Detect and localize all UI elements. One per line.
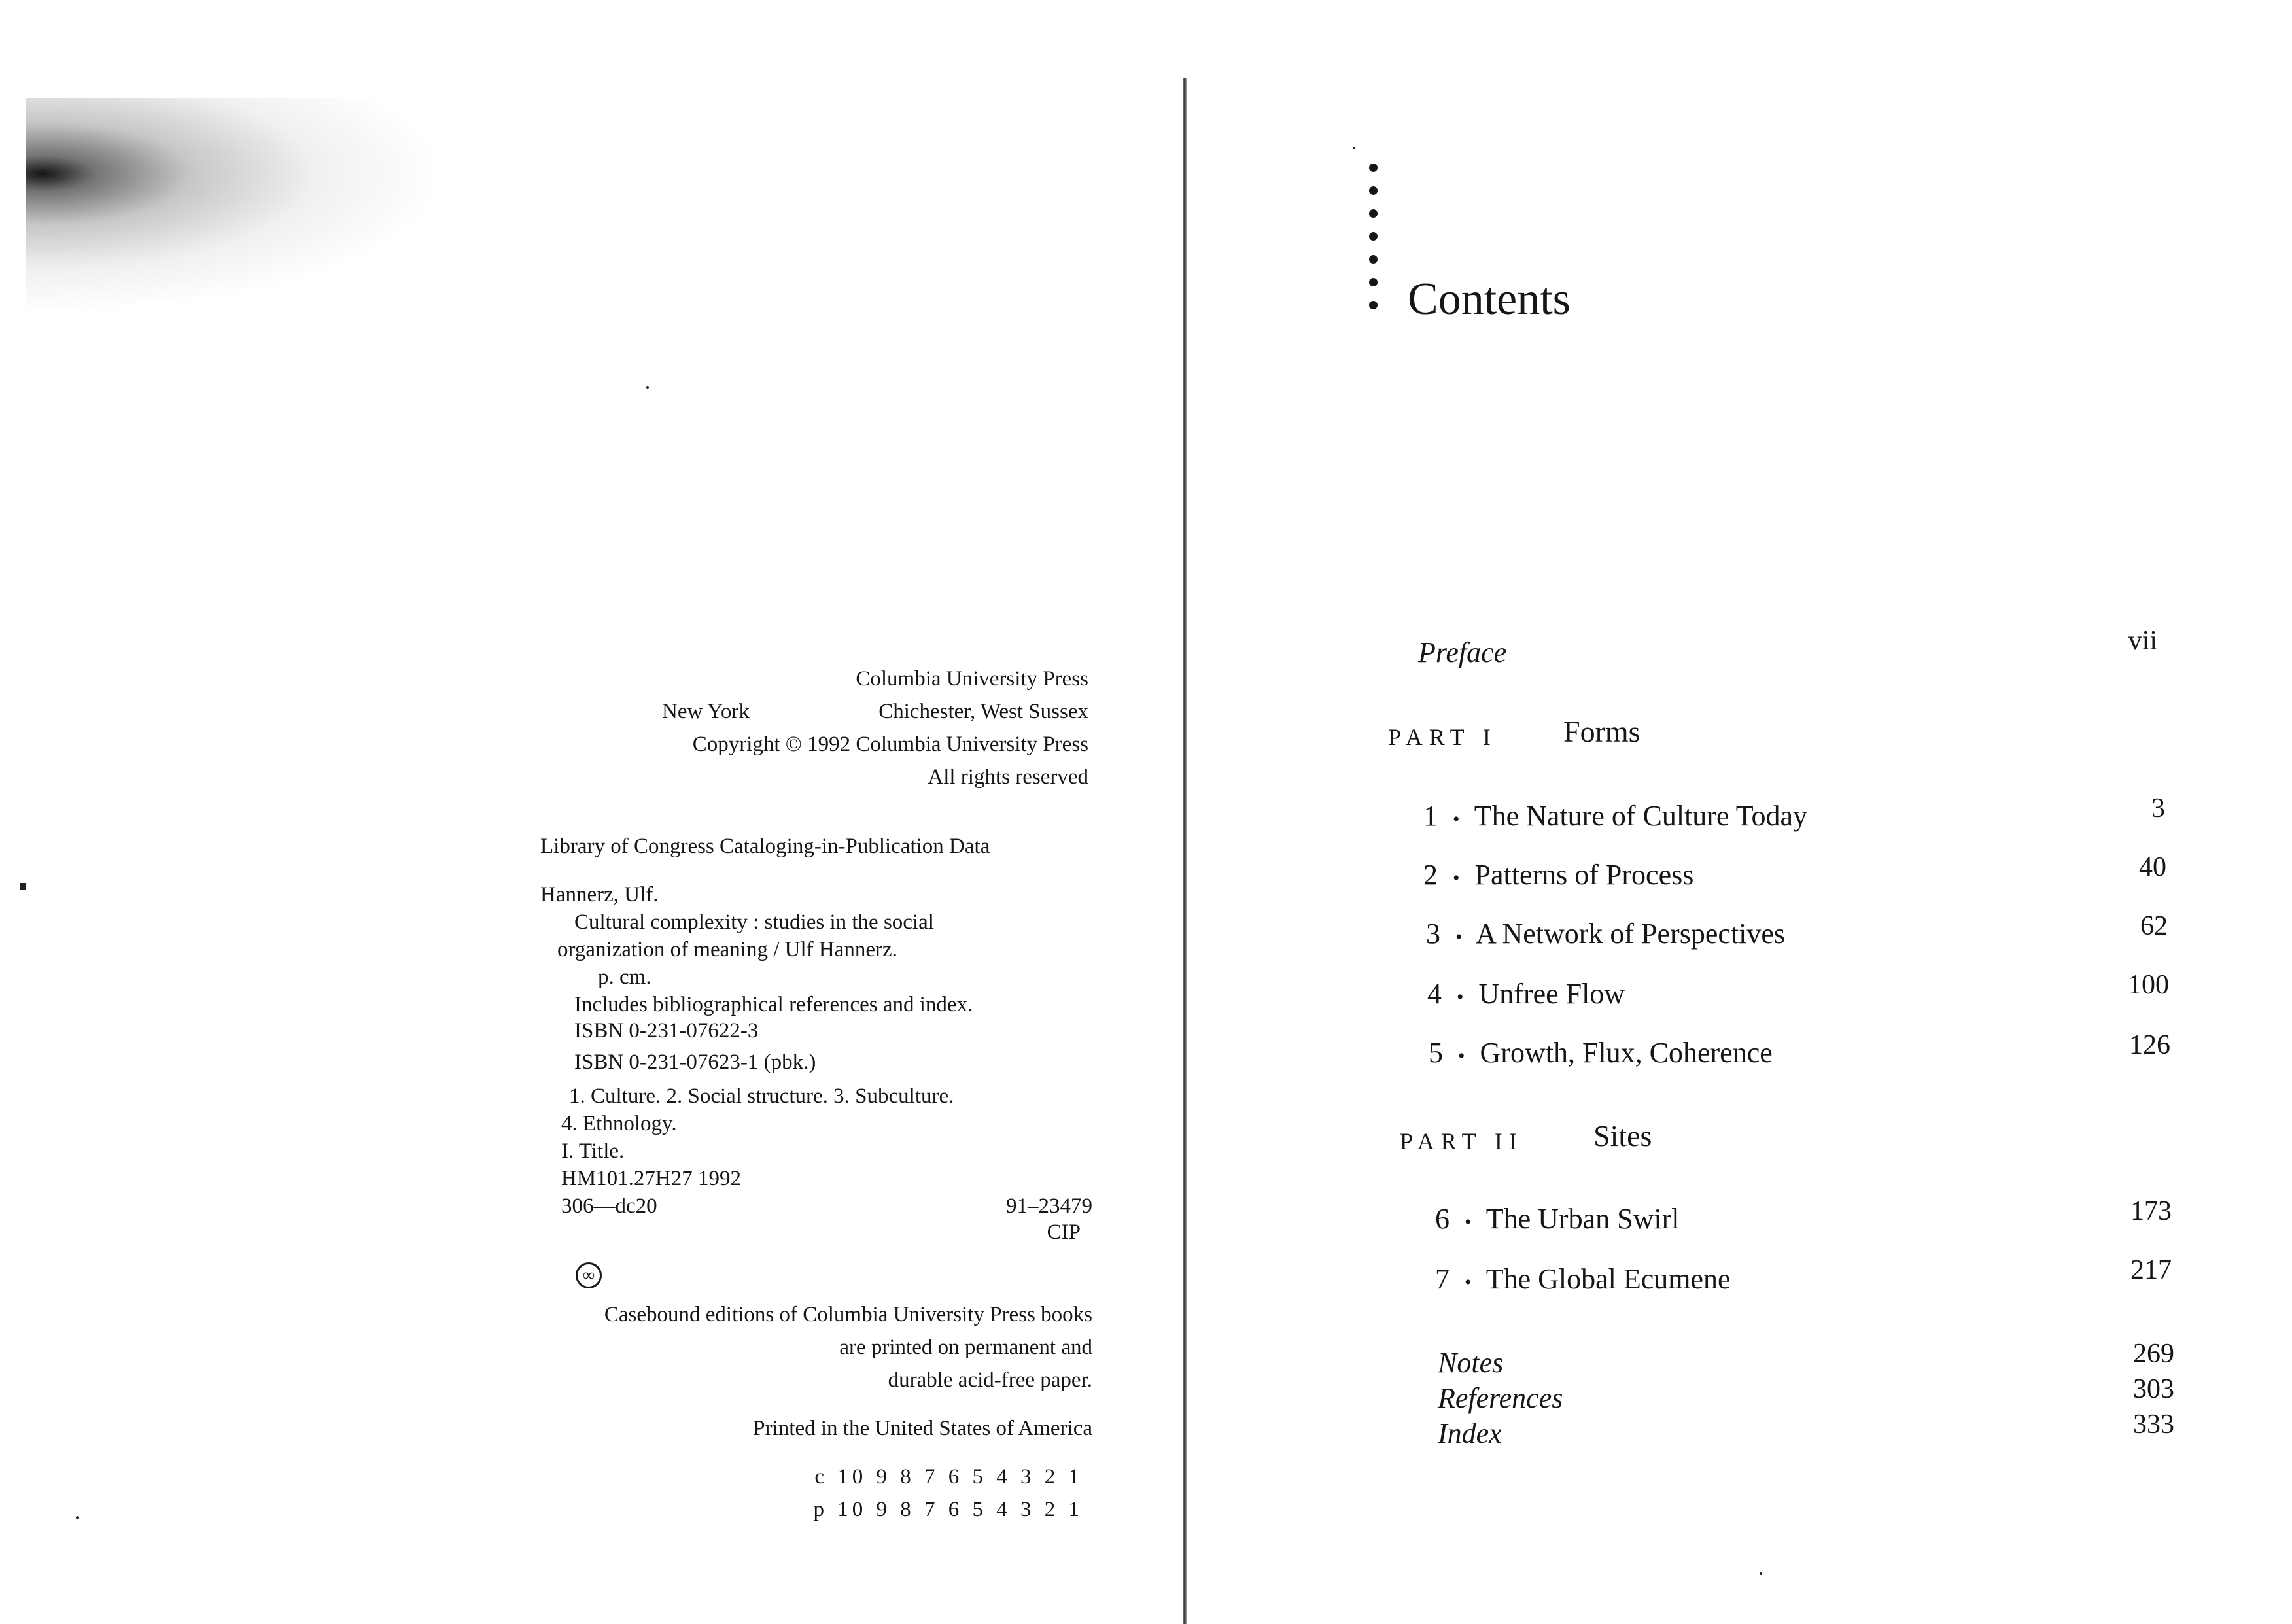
toc-chapter-1	[1423, 799, 1807, 833]
toc-chapter-title: Growth, Flux, Coherence	[1480, 1037, 1773, 1069]
acid-free-paper-icon: ∞	[576, 1262, 602, 1288]
paper-statement-line-3: durable acid-free paper.	[888, 1368, 1092, 1392]
print-line-casebound: c 10 9 8 7 6 5 4 3 2 1	[814, 1465, 1083, 1489]
cip-lccn: 91–23479	[1006, 1194, 1092, 1218]
toc-chapter-3-page: 62	[2140, 911, 2168, 941]
toc-chapter-title: A Network of Perspectives	[1476, 918, 1785, 950]
toc-chapter-title: Unfree Flow	[1478, 978, 1625, 1010]
cip-author: Hannerz, Ulf.	[540, 883, 659, 907]
toc-chapter-number: 7	[1435, 1263, 1450, 1295]
cip-title-line-1: Cultural complexity : studies in the social	[574, 910, 934, 934]
cip-subjects-line-3: I. Title.	[561, 1139, 625, 1163]
toc-chapter-title: Patterns of Process	[1474, 859, 1694, 891]
cip-isbn-1: ISBN 0-231-07622-3	[574, 1019, 759, 1043]
toc-chapter-2	[1423, 858, 1693, 891]
toc-chapter-3	[1426, 917, 1785, 950]
toc-chapter-2-page: 40	[2139, 852, 2166, 882]
rights-line: All rights reserved	[928, 765, 1088, 789]
bullet-icon: •	[1453, 867, 1460, 889]
paper-statement-line-1: Casebound editions of Columbia University Press books	[604, 1303, 1092, 1326]
toc-chapter-number: 3	[1426, 918, 1440, 950]
print-line-paperback: p 10 9 8 7 6 5 4 3 2 1	[813, 1498, 1083, 1521]
toc-chapter-title: The Global Ecumene	[1485, 1263, 1731, 1295]
publisher-name: Columbia University Press	[856, 667, 1088, 691]
toc-chapter-number: 4	[1427, 978, 1442, 1010]
toc-chapter-5-page: 126	[2129, 1030, 2170, 1060]
cip-physical: p. cm.	[598, 965, 651, 989]
bullet-icon: •	[1465, 1271, 1472, 1293]
toc-notes-label: Notes	[1438, 1347, 1504, 1379]
page-gutter	[1183, 78, 1187, 1624]
scan-speck	[1353, 147, 1355, 149]
toc-part-2-label: PART II	[1400, 1128, 1523, 1154]
contents-heading: Contents	[1408, 274, 1571, 324]
cip-heading: Library of Congress Cataloging-in-Publication Data	[540, 835, 990, 858]
toc-part-1-label: PART I	[1388, 724, 1497, 750]
bullet-icon: •	[1465, 1211, 1472, 1233]
cip-dewey: 306—dc20	[561, 1194, 657, 1218]
toc-preface-page: vii	[2128, 626, 2157, 656]
toc-references-label: References	[1438, 1382, 1563, 1414]
toc-chapter-6	[1435, 1202, 1679, 1235]
cip-cip-label: CIP	[1047, 1220, 1081, 1244]
toc-chapter-title: The Nature of Culture Today	[1474, 800, 1808, 832]
toc-chapter-7	[1435, 1262, 1731, 1296]
toc-chapter-6-page: 173	[2130, 1196, 2172, 1226]
toc-index-label: Index	[1438, 1417, 1502, 1449]
toc-chapter-number: 1	[1423, 800, 1438, 832]
toc-notes-page: 269	[2133, 1339, 2174, 1369]
publisher-city-chichester: Chichester, West Sussex	[878, 700, 1088, 723]
paper-statement-line-2: are printed on permanent and	[839, 1336, 1092, 1359]
toc-chapter-4	[1427, 977, 1625, 1011]
cip-subjects-line-1: 1. Culture. 2. Social structure. 3. Subculture.	[569, 1084, 954, 1108]
toc-references-page: 303	[2133, 1374, 2174, 1404]
toc-chapter-7-page: 217	[2130, 1255, 2172, 1285]
scan-speck	[76, 1516, 79, 1519]
toc-index-page: 333	[2133, 1409, 2174, 1440]
bullet-icon: •	[1453, 808, 1460, 830]
cip-includes: Includes bibliographical references and index.	[574, 993, 973, 1016]
bullet-icon: •	[1457, 986, 1464, 1008]
toc-part-2-name: Sites	[1593, 1119, 1652, 1152]
cip-subjects-line-2: 4. Ethnology.	[561, 1112, 677, 1135]
scan-smudge	[26, 98, 445, 314]
toc-chapter-4-page: 100	[2128, 970, 2169, 1000]
toc-preface-label: Preface	[1418, 636, 1507, 668]
toc-chapter-title: The Urban Swirl	[1485, 1203, 1680, 1235]
bullet-icon: •	[1458, 1045, 1465, 1067]
toc-chapter-1-page: 3	[2151, 793, 2165, 823]
decorative-dot-column	[1369, 164, 1382, 324]
toc-chapter-5	[1429, 1036, 1773, 1069]
toc-chapter-number: 6	[1435, 1203, 1450, 1235]
cip-call-number: HM101.27H27 1992	[561, 1167, 742, 1190]
cip-isbn-2: ISBN 0-231-07623-1 (pbk.)	[574, 1050, 816, 1074]
toc-part-1-name: Forms	[1563, 715, 1641, 748]
scan-speck	[1760, 1572, 1762, 1575]
scan-speck	[20, 883, 26, 890]
toc-chapter-number: 5	[1429, 1037, 1443, 1069]
cip-title-line-2: organization of meaning / Ulf Hannerz.	[557, 938, 897, 961]
bullet-icon: •	[1455, 926, 1463, 948]
copyright-line: Copyright © 1992 Columbia University Press	[692, 733, 1088, 756]
toc-chapter-number: 2	[1423, 859, 1438, 891]
scan-speck	[646, 386, 649, 389]
publisher-city-new-york: New York	[662, 700, 750, 723]
printed-in-line: Printed in the United States of America	[753, 1417, 1092, 1440]
